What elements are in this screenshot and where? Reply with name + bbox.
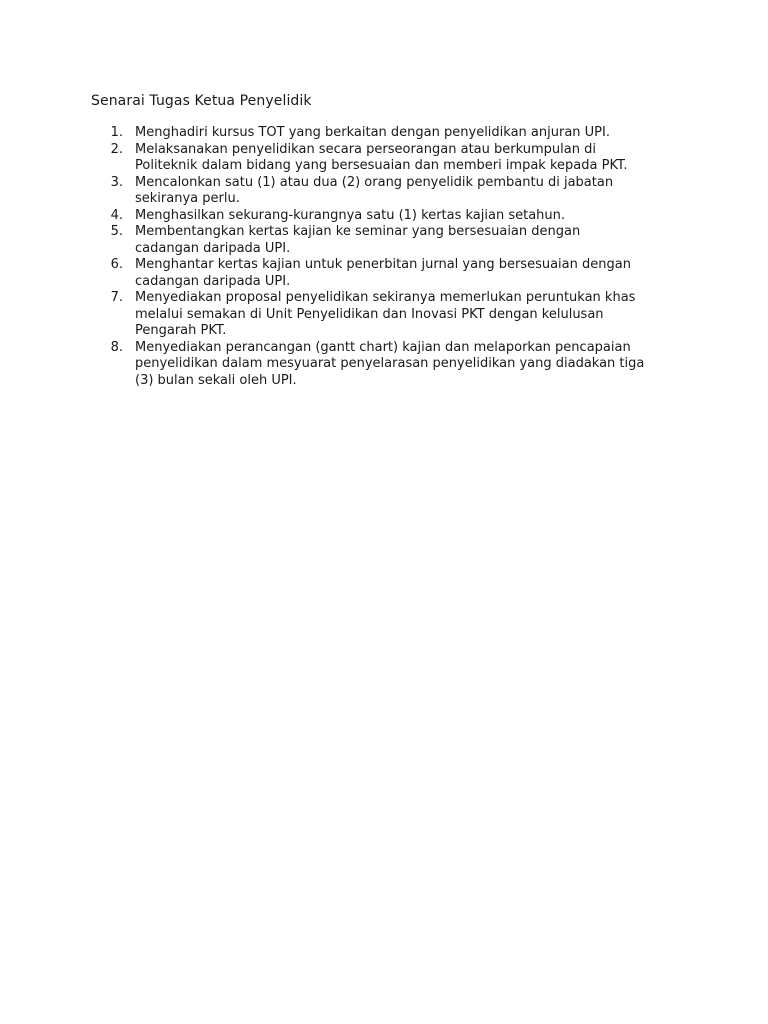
list-item-line: Melaksanakan penyelidikan secara perseorangan atau berkumpulan di: [135, 141, 596, 157]
list-item-line: sekiranya perlu.: [135, 191, 240, 206]
list-item-number-text: 2.: [110, 141, 123, 157]
list-item-number-text: 3.: [110, 174, 123, 190]
list-item: [91, 142, 691, 175]
list-item-line: Menghasilkan sekurang-kurangnya satu (1) kertas kajian setahun.: [135, 207, 566, 223]
list-item-number: [91, 142, 135, 175]
list-item-text: [135, 125, 691, 142]
list-item-number-text: 8.: [110, 339, 123, 355]
list-item: [91, 125, 691, 142]
list-item-number: [91, 175, 135, 208]
list-item: [91, 224, 691, 257]
list-item-number: [91, 257, 135, 290]
list-item-number-text: 4.: [110, 207, 123, 223]
list-item-text: [135, 257, 691, 290]
list-item-number: [91, 340, 135, 390]
list-item-number-text: 5.: [110, 224, 123, 239]
list-item-text: [135, 208, 691, 225]
list-item-number: [91, 224, 135, 257]
list-item-number-text: 1.: [110, 125, 123, 140]
list-item-line: Menghadiri kursus TOT yang berkaitan dengan penyelidikan anjuran UPI.: [135, 125, 610, 140]
list-item: [91, 290, 691, 340]
list-item-line: cadangan daripada UPI.: [135, 240, 291, 256]
list-item-number-text: 6.: [110, 257, 123, 272]
document-content: [91, 92, 691, 389]
list-item-number: [91, 125, 135, 142]
list-item-text: [135, 175, 691, 208]
list-item: [91, 175, 691, 208]
list-item-line: Menghantar kertas kajian untuk penerbitan jurnal yang bersesuaian dengan: [135, 257, 631, 272]
duty-list: [91, 125, 691, 389]
list-item-line: Mencalonkan satu (1) atau dua (2) orang penyelidik pembantu di jabatan: [135, 174, 614, 190]
list-item-text: [135, 340, 691, 390]
list-item-line: Menyediakan perancangan (gantt chart) kajian dan melaporkan pencapaian: [135, 339, 631, 355]
list-item-text: [135, 290, 691, 340]
list-item-text: [135, 142, 691, 175]
list-item-number: [91, 208, 135, 225]
list-item-line: Pengarah PKT.: [135, 323, 227, 338]
list-item-number: [91, 290, 135, 340]
list-item-text: [135, 224, 691, 257]
list-item: [91, 208, 691, 225]
list-item: [91, 340, 691, 390]
list-item: [91, 257, 691, 290]
list-item-line: Menyediakan proposal penyelidikan sekiranya memerlukan peruntukan khas: [135, 290, 636, 305]
list-item-number-text: 7.: [110, 290, 123, 305]
list-item-line: (3) bulan sekali oleh UPI.: [135, 372, 297, 388]
list-item-line: melalui semakan di Unit Penyelidikan dan Inovasi PKT dengan kelulusan: [135, 306, 604, 322]
list-item-line: Politeknik dalam bidang yang bersesuaian dan memberi impak kepada PKT.: [135, 158, 628, 173]
list-item-line: cadangan daripada UPI.: [135, 273, 291, 289]
list-item-line: penyelidikan dalam mesyuarat penyelarasan penyelidikan yang diadakan tiga: [135, 356, 645, 371]
document-title: Senarai Tugas Ketua Penyelidik: [91, 93, 312, 109]
list-item-line: Membentangkan kertas kajian ke seminar yang bersesuaian dengan: [135, 224, 581, 239]
